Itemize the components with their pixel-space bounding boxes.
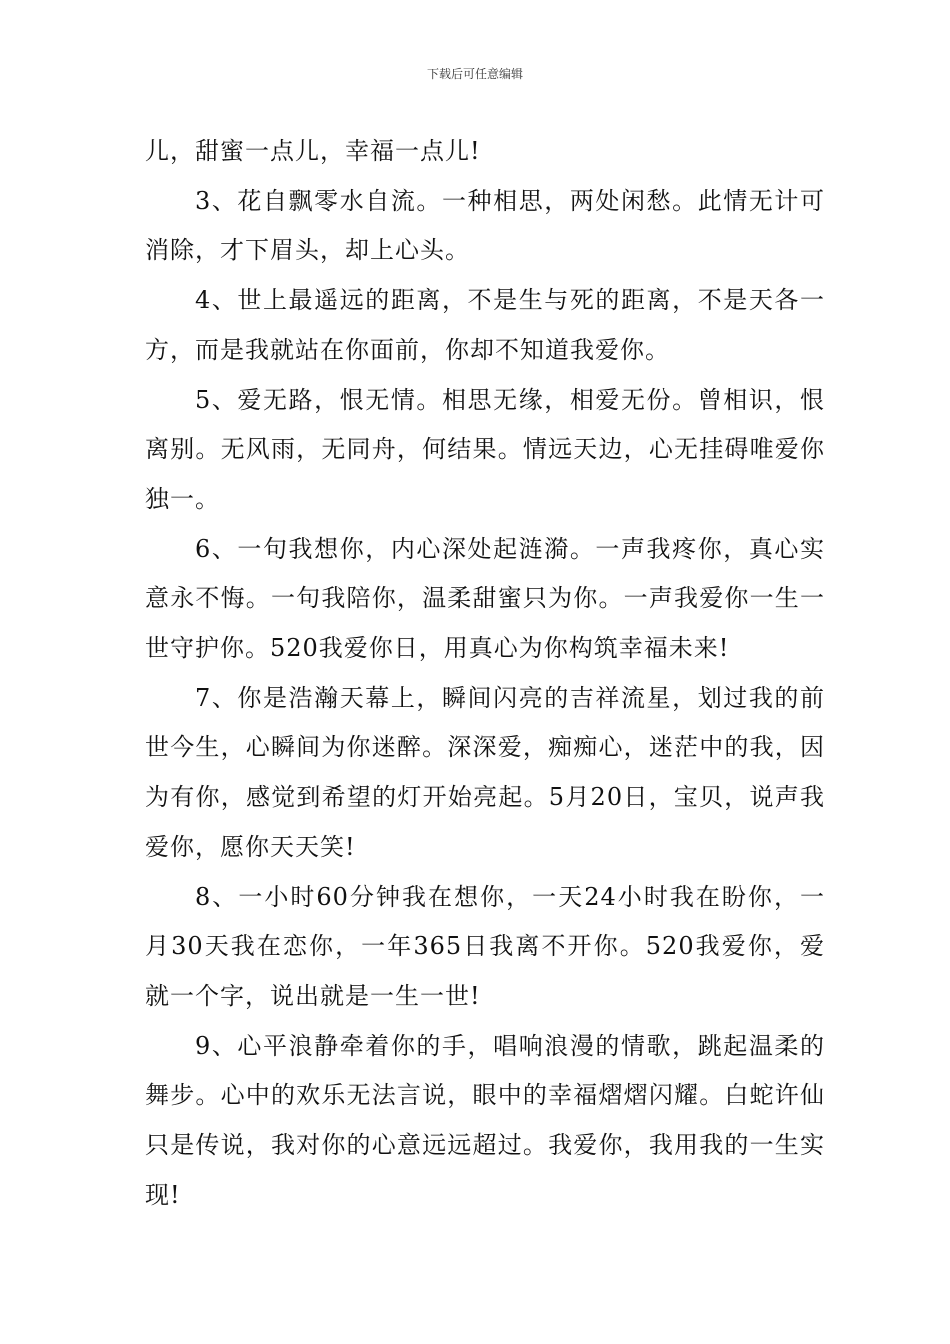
paragraph-item-7: 7、你是浩瀚天幕上，瞬间闪亮的吉祥流星，划过我的前世今生，心瞬间为你迷醉。深深爱，痴痴心，迷茫中的我，因为有你，感觉到希望的灯开始亮起。5月20日，宝贝，说声我爱你，愿你天天笑!	[145, 683, 825, 861]
paragraph-item-6: 6、一句我想你，内心深处起涟漪。一声我疼你，真心实意永不悔。一句我陪你，温柔甜蜜只为你。一声我爱你一生一世守护你。520我爱你日，用真心为你构筑幸福未来!	[145, 534, 825, 663]
paragraph-item-8: 8、一小时60分钟我在想你，一天24小时我在盼你，一月30天我在恋你，一年365日我离不开你。520我爱你，爱就一个字，说出就是一生一世!	[145, 882, 825, 1010]
paragraph-item-4: 4、世上最遥远的距离，不是生与死的距离，不是天各一方，而是我就站在你面前，你却不知道我爱你。	[145, 286, 825, 364]
document-body	[145, 127, 825, 1220]
paragraph-continuation: 儿，甜蜜一点儿，幸福一点儿!	[145, 137, 481, 165]
paragraph-item-3: 3、花自飘零水自流。一种相思，两处闲愁。此情无计可消除，才下眉头，却上心头。	[145, 186, 825, 265]
header-note: 下载后可任意编辑	[426, 67, 523, 81]
paragraph-item-5: 5、爱无路，恨无情。相思无缘，相爱无份。曾相识，恨离别。无风雨，无同舟，何结果。情远天边，心无挂碍唯爱你独一。	[145, 385, 825, 513]
paragraph-item-9: 9、心平浪静牵着你的手，唱响浪漫的情歌，跳起温柔的舞步。心中的欢乐无法言说，眼中的幸福熠熠闪耀。白蛇许仙只是传说，我对你的心意远远超过。我爱你，我用我的一生实现!	[145, 1031, 825, 1209]
